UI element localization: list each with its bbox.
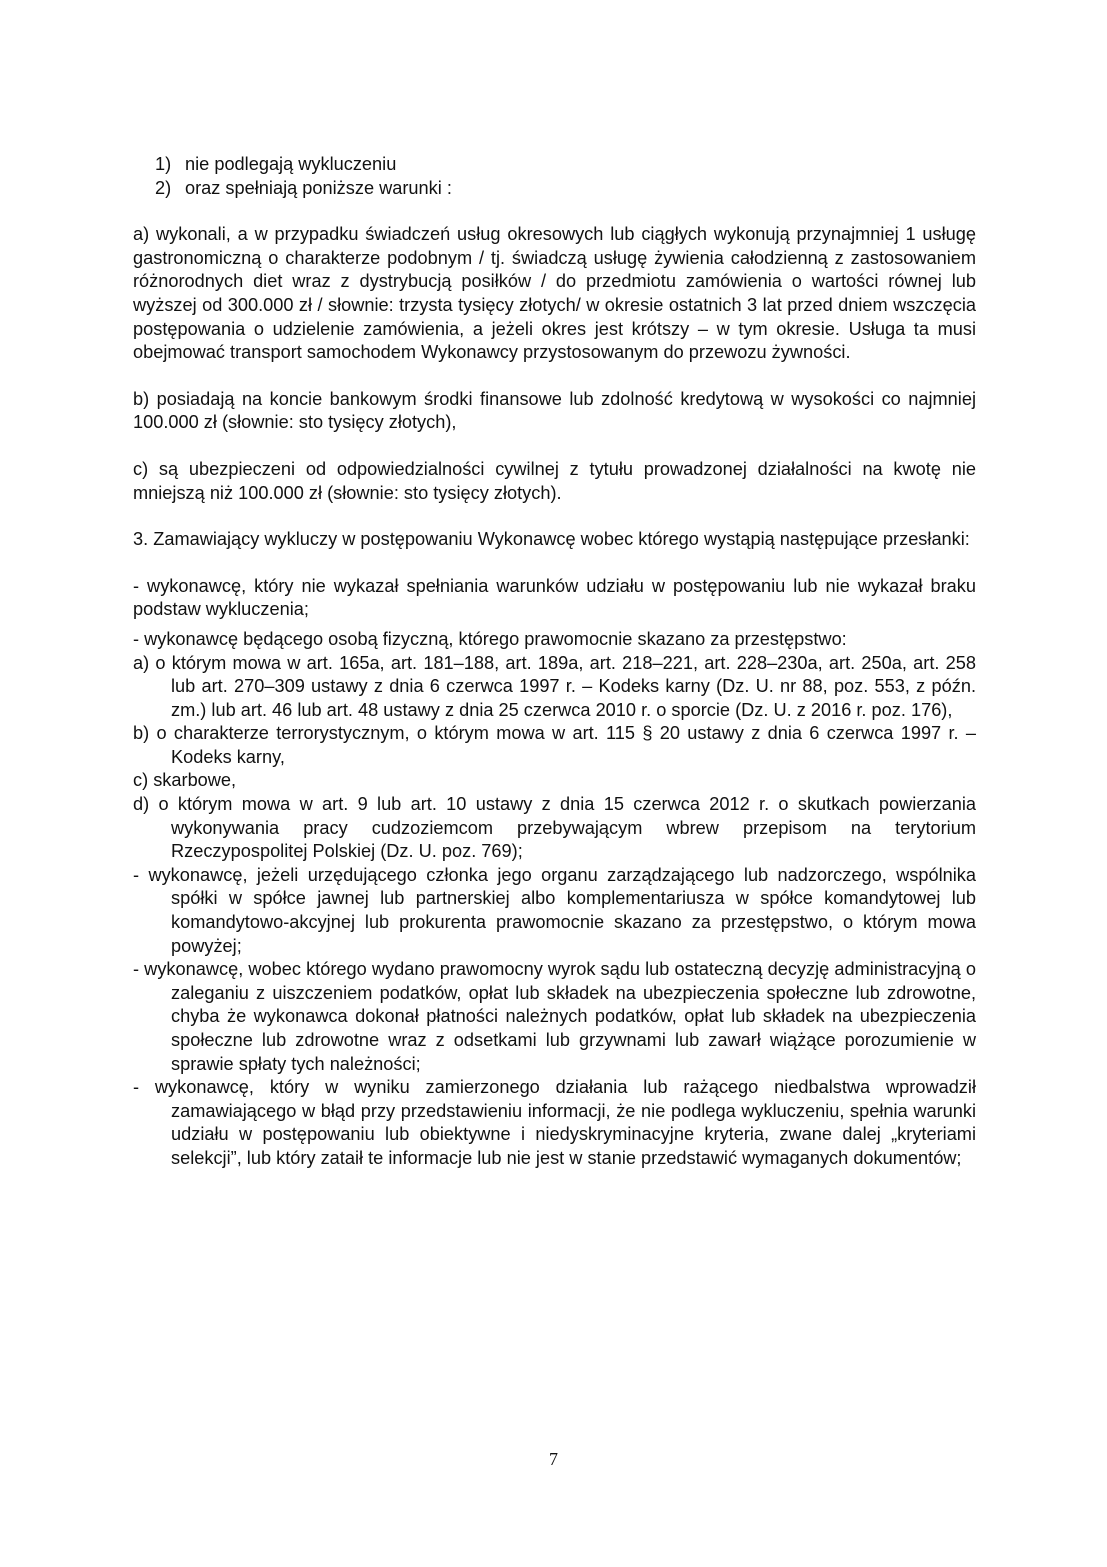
exclusion-item-4: - wykonawcę, wobec którego wydano prawomocny wyrok sądu lub ostateczną decyzję administracyjną o zaleganiu z uiszczeniem podatków, opłat lub składek na ubezpieczenia społeczne lub zdrowotne, chyba że wykonawca dokonał płatności należnych podatków, opłat lub składek na ubezpieczenia społeczne lub zdrowotne wraz z odsetkami lub grzywnami lub zawarł wiążące porozumienie w sprawie spłaty tych należności; xyxy=(133,959,976,1074)
list-text: nie podlegają wykluczeniu xyxy=(185,154,397,174)
exclusion-sub-b: b) o charakterze terrorystycznym, o którym mowa w art. 115 § 20 ustawy z dnia 6 czerwca 1997 r. – Kodeks karny, xyxy=(133,723,976,767)
condition-a: a) wykonali, a w przypadku świadczeń usług okresowych lub ciągłych wykonują przynajmniej 1 usługę gastronomiczną o charakterze podobnym / tj. świadczą usługę żywienia całodzienną z zastosowaniem różnorodnych diet wraz z dystrybucją posiłków / do przedmiotu zamówienia o wartości równej lub wyższej od 300.000 zł / słownie: trzysta tysięcy złotych/ w okresie ostatnich 3 lat przed dniem wszczęcia postępowania o udzielenie zamówienia, a jeżeli okres jest krótszy – w tym okresie. Usługa ta musi obejmować transport samochodem Wykonawcy przystosowanym do przewozu żywności. xyxy=(133,224,976,363)
section-3-heading: 3. Zamawiający wykluczy w postępowaniu Wykonawcę wobec którego wystąpią następujące przesłanki: xyxy=(133,529,970,550)
page-content xyxy=(133,153,976,1171)
list-item xyxy=(155,177,976,201)
exclusion-item-1: - wykonawcę, który nie wykazał spełniania warunków udziału w postępowaniu lub nie wykazał braku podstaw wykluczenia; xyxy=(133,575,976,620)
condition-c: c) są ubezpieczeni od odpowiedzialności cywilnej z tytułu prowadzonej działalności na kwotę nie mniejszą niż 100.000 zł (słownie: sto tysięcy złotych). xyxy=(133,458,976,503)
exclusion-sub-d: d) o którym mowa w art. 9 lub art. 10 ustawy z dnia 15 czerwca 2012 r. o skutkach powierzania wykonywania pracy cudzoziemcom przebywającym wbrew przepisom na terytorium Rzeczypospolitej Polskiej (Dz. U. poz. 769); xyxy=(133,794,976,862)
exclusion-sub-a: a) o którym mowa w art. 165a, art. 181–188, art. 189a, art. 218–221, art. 228–230a, art. 250a, art. 258 lub art. 270–309 ustawy z dnia 6 czerwca 1997 r. – Kodeks karny (Dz. U. nr 88, poz. 553, z późn. zm.) lub art. 46 lub art. 48 ustawy z dnia 25 czerwca 2010 r. o sporcie (Dz. U. z 2016 r. poz. 176), xyxy=(133,652,976,720)
page-number: 7 xyxy=(549,1449,558,1469)
exclusion-item-3: - wykonawcę, jeżeli urzędującego członka jego organu zarządzającego lub nadzorczego, wspólnika spółki w spółce jawnej lub partnerskiej albo komplementariusza w spółce komandytowej lub komandytowo-akcyjnej lub prokurenta prawomocnie skazano za przestępstwo, o którym mowa powyżej; xyxy=(133,864,976,956)
list-text: oraz spełniają poniższe warunki : xyxy=(185,177,452,198)
condition-b: b) posiadają na koncie bankowym środki finansowe lub zdolność kredytową w wysokości co najmniej 100.000 zł (słownie: sto tysięcy złotych), xyxy=(133,388,976,433)
exclusion-item-5: - wykonawcę, który w wyniku zamierzonego działania lub rażącego niedbalstwa wprowadził zamawiającego w błąd przy przedstawieniu informacji, że nie podlega wykluczeniu, spełnia warunki udziału w postępowaniu lub obiektywne i niedyskryminacyjne kryteria, zwane dalej „kryteriami selekcji”, lub który zataił te informacje lub nie jest w stanie przedstawić wymaganych dokumentów; xyxy=(133,1077,976,1168)
exclusion-sub-c: c) skarbowe, xyxy=(133,770,237,791)
list-number: 1) xyxy=(155,154,172,174)
list-number: 2) xyxy=(155,177,172,198)
exclusion-item-2: - wykonawcę będącego osobą fizyczną, którego prawomocnie skazano za przestępstwo: xyxy=(133,628,847,649)
numbered-list xyxy=(155,153,976,200)
list-item xyxy=(155,153,976,177)
